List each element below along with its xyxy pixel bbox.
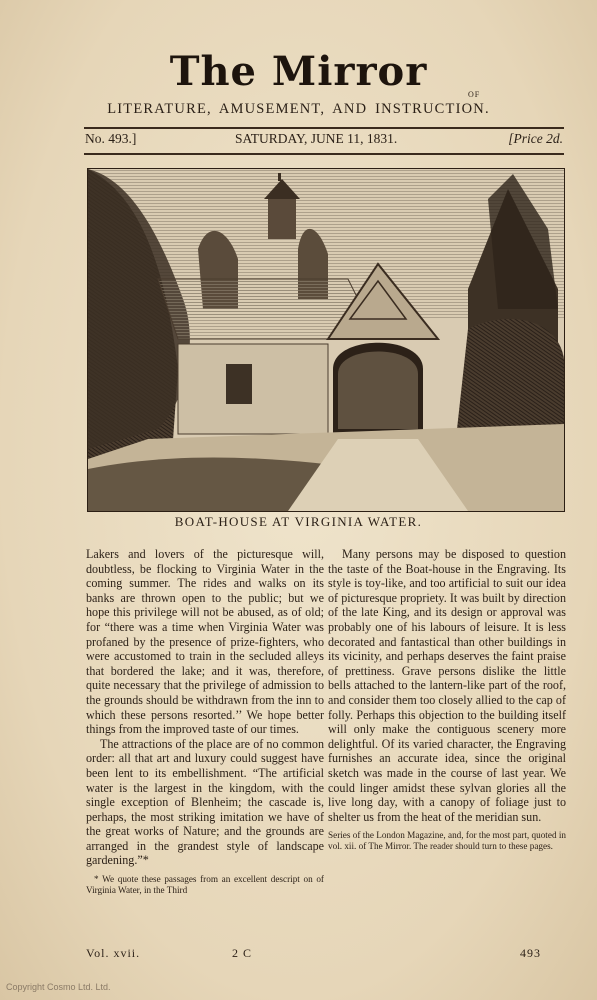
article-paragraph-2: The attractions of the place are of no common order: all that art and luxury could suggest have been lent to its embellishment. “The artificial water is the largest in the kingdom, with the single exception of Blenheim; the cascade is, perhaps, the most striking imitation we have of the great works of Nature; and the grounds are arranged in the grandest style of landscape gardening.”*: [86, 736, 324, 868]
bottom-rule: [84, 153, 564, 155]
masthead-of: OF: [468, 90, 481, 99]
volume-number: Vol. xvii.: [86, 946, 141, 960]
issue-number: No. 493.]: [85, 131, 137, 146]
footnote-left: * We quote these passages from an excellent descript on of Virginia Water, in the Third: [86, 874, 324, 896]
top-rule: [84, 127, 564, 129]
copyright-watermark: Copyright Cosmo Ltd. Ltd.: [6, 982, 111, 992]
signature-mark: 2 C: [232, 946, 253, 960]
page-number: 493: [520, 946, 541, 960]
left-column: [86, 547, 324, 896]
article-paragraph-3: Many persons may be disposed to question the taste of the Boat-house in the Engraving. Its style is toy-like, and too artificial to suit our idea of picturesque propriety. It was built by direction of the late King, and its design or approval was probably one of his labours of leisure. It is less decorated and fantastical than other buildings in its vicinity, and perhaps deserves the faint praise of prettiness. Grave persons dislike the little bells attached to the lantern-like part of the roof, and consider them too closely allied to the cap of folly. Perhaps this objection to the building itself will only make the contiguous scenery more delightful. Of its varied character, the Engraving furnishes an accurate idea, since the original sketch was made in the course of last year. We could linger amidst these sylvan glories all the live long day, with a canopy of foliage just to shelter us from the heat of the meridian sun.: [328, 547, 566, 824]
masthead-subtitle: LITERATURE, AMUSEMENT, AND INSTRUCTION.: [107, 101, 490, 117]
right-column: [328, 547, 566, 852]
article-paragraph-1: Lakers and lovers of the picturesque will, doubtless, be flocking to Virginia Water in the coming summer. The rides and walks on its banks are thrown open to the public; but we hope this privilege will not be abused, as of old; for “there was a time when Virginia Water was profaned by the presence of prize-fighters, who were accustomed to train in the secluded alleys that bordered the lake; and it was, therefore, quite necessary that the privilege of admission to the grounds should be withdrawn from the inn to which these persons resorted.’’ We hope better things from the improved taste of our times.: [86, 547, 324, 737]
masthead-title: The Mirror: [169, 48, 428, 95]
engraving-caption: BOAT-HOUSE AT VIRGINIA WATER.: [174, 514, 423, 529]
issue-date: SATURDAY, JUNE 11, 1831.: [235, 131, 398, 146]
footnote-right: Series of the London Magazine, and, for the most part, quoted in vol. xii. of The Mirror. The reader should turn to these pages.: [328, 830, 566, 852]
issue-line: [85, 131, 563, 151]
boat-house-engraving: [87, 168, 565, 512]
issue-price: [Price 2d.: [508, 131, 563, 146]
